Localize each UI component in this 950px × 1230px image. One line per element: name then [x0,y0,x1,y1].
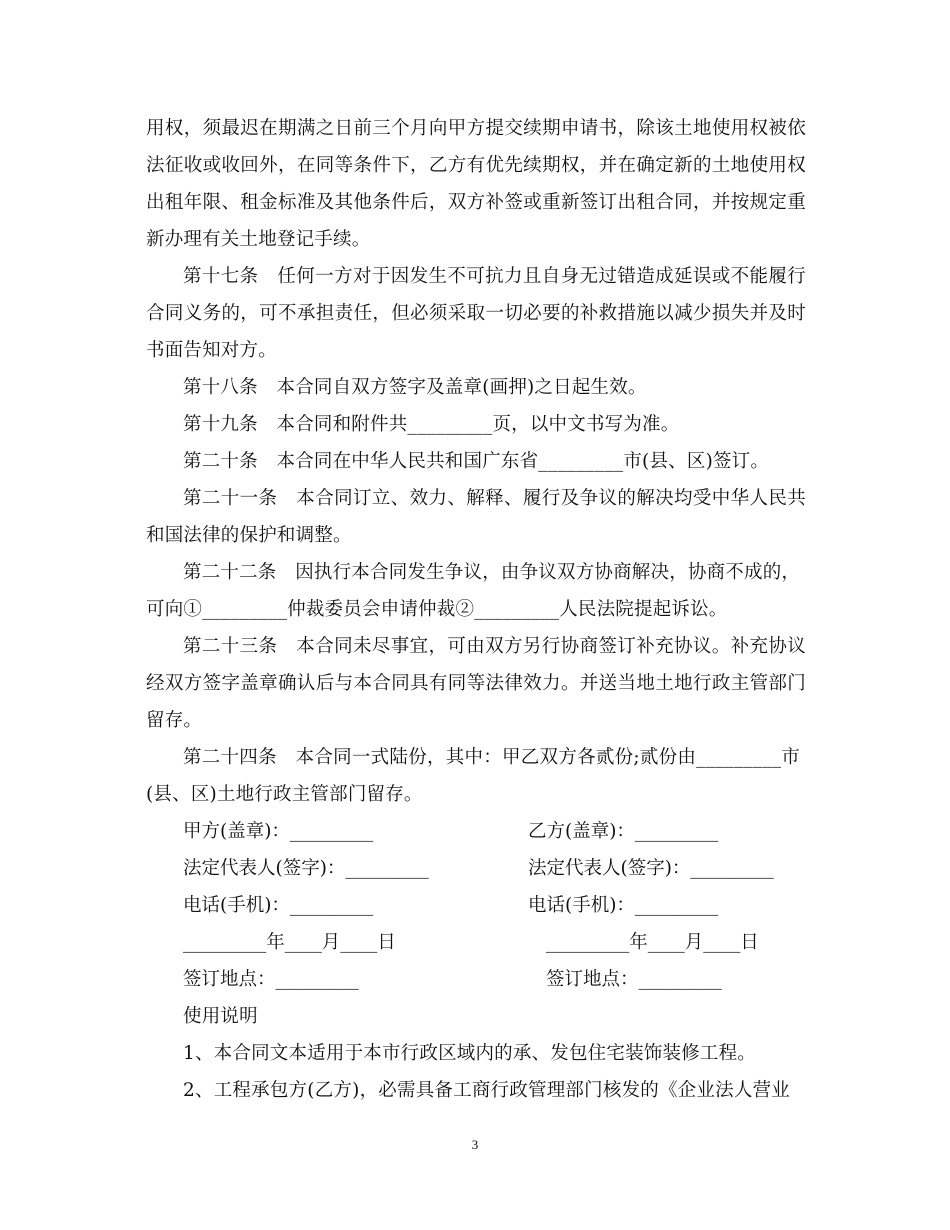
article-22-line: 第二十二条 因执行本合同发生争议，由争议双方协商解决，协商不成的， [183,562,801,583]
party-b-date: _________年____月____日 [546,932,759,953]
party-a-phone: 电话(手机)：_________ [183,895,374,916]
paragraph-line: 合同义务的，可不承担责任，但必须采取一切必要的补救措施以减少损失并及时 [146,303,806,324]
paragraph-line: 和国法律的保护和调整。 [146,525,352,546]
party-a-place: 签订地点：_________ [183,969,359,990]
instructions-heading: 使用说明 [183,1006,258,1027]
article-19-line: 第十九条 本合同和附件共_________页，以中文书写为准。 [183,414,680,435]
party-a-representative: 法定代表人(签字)：_________ [183,858,429,879]
paragraph-line: 书面告知对方。 [146,340,277,361]
party-b-phone: 电话(手机)：_________ [528,895,719,916]
article-23-line: 第二十三条 本合同未尽事宜，可由双方另行协商签订补充协议。补充协议 [183,636,806,657]
instructions-item: 2、工程承包方(乙方)，必需具备工商行政管理部门核发的《企业法人营业 [183,1080,790,1101]
party-b-seal: 乙方(盖章)：_________ [528,821,719,842]
article-17-line: 第十七条 任何一方对于因发生不可抗力且自身无过错造成延误或不能履行 [183,266,806,287]
paragraph-line: 新办理有关土地登记手续。 [146,229,371,250]
paragraph-line: 法征收或收回外，在同等条件下，乙方有优先续期权，并在确定新的土地使用权 [146,155,806,176]
paragraph-line: 出租年限、租金标准及其他条件后，双方补签或重新签订出租合同，并按规定重 [146,192,806,213]
party-b-representative: 法定代表人(签字)：_________ [528,858,774,879]
article-24-line: 第二十四条 本合同一式陆份，其中：甲乙双方各贰份;贰份由_________市 [183,747,800,768]
party-b-place: 签订地点：_________ [546,969,722,990]
paragraph-line: 留存。 [146,710,203,731]
instructions-item: 1、本合同文本适用于本市行政区域内的承、发包住宅装饰装修工程。 [183,1043,756,1064]
party-a-seal: 甲方(盖章)：_________ [183,821,374,842]
article-20-line: 第二十条 本合同在中华人民共和国广东省_________市(县、区)签订。 [183,451,770,472]
article-21-line: 第二十一条 本合同订立、效力、解释、履行及争议的解决均受中华人民共 [183,488,806,509]
article-18-line: 第十八条 本合同自双方签字及盖章(画押)之日起生效。 [183,377,647,398]
page-number: 3 [471,1137,479,1152]
party-a-date: _________年____月____日 [183,932,396,953]
paragraph-line: (县、区)土地行政主管部门留存。 [146,784,423,805]
paragraph-line: 可向①_________仲裁委员会申请仲裁②_________人民法院提起诉讼。 [146,599,728,620]
paragraph-line: 经双方签字盖章确认后与本合同具有同等法律效力。并送当地土地行政主管部门 [146,673,806,694]
paragraph-line: 用权，须最迟在期满之日前三个月向甲方提交续期申请书，除该土地使用权被依 [146,118,806,139]
